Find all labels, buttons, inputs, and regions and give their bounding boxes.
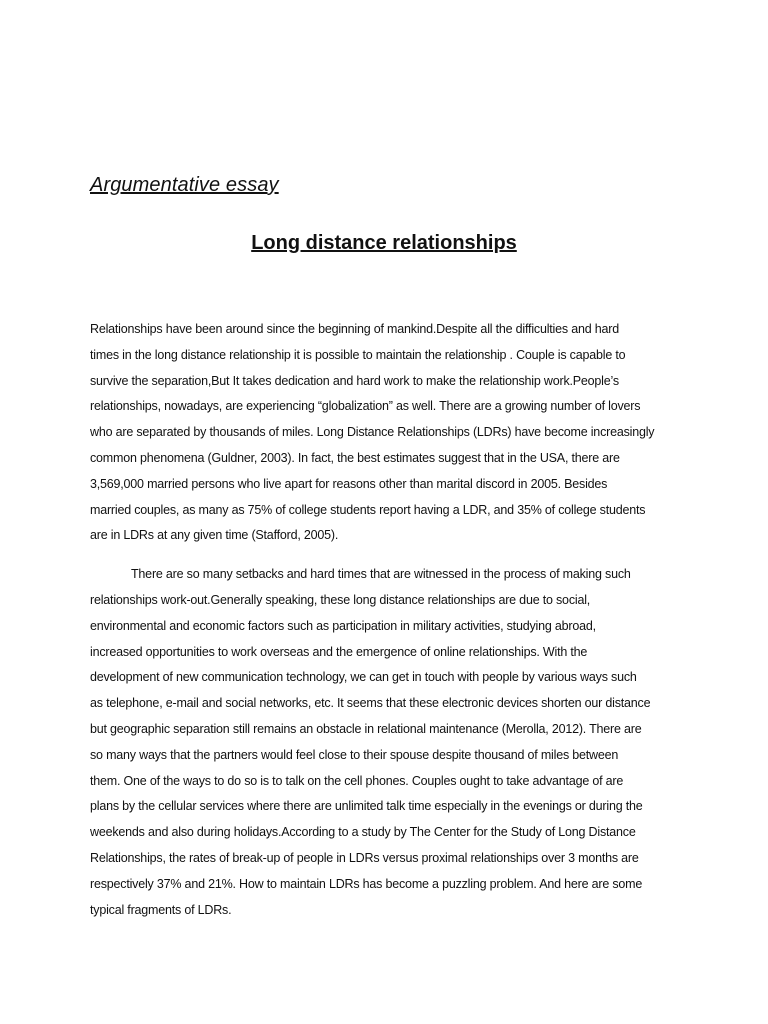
text-line: but geographic separation still remains an obstacle in relational maintenance (Merolla, 2012). There are [90, 721, 642, 736]
text-line: survive the separation,But It takes dedication and hard work to make the relationship work.People’s [90, 373, 619, 388]
text-line: development of new communication technology, we can get in touch with people by various ways such [90, 670, 637, 685]
text-line: relationships, nowadays, are experiencing “globalization” as well. There are a growing number of lovers [90, 399, 641, 414]
text-line: weekends and also during holidays.According to a study by The Center for the Study of Long Distance [90, 825, 636, 840]
text-line: increased opportunities to work overseas and the emergence of online relationships. With the [90, 644, 588, 659]
text-line: married couples, as many as 75% of college students report having a LDR, and 35% of college students [90, 502, 646, 517]
text-line: are in LDRs at any given time (Stafford, 2005). [90, 528, 339, 543]
text-line: respectively 37% and 21%. How to maintain LDRs has become a puzzling problem. And here are some [90, 876, 643, 891]
text-line: environmental and economic factors such as participation in military activities, studying abroad, [90, 618, 596, 633]
text-line: typical fragments of LDRs. [90, 902, 232, 917]
text-line: 3,569,000 married persons who live apart for reasons other than marital discord in 2005. Besides [90, 476, 608, 491]
paragraph-1 [90, 317, 690, 549]
text-line: There are so many setbacks and hard times that are witnessed in the process of making such [131, 567, 631, 582]
text-line: so many ways that the partners would feel close to their spouse despite thousand of miles between [90, 747, 619, 762]
text-line: as telephone, e-mail and social networks, etc. It seems that these electronic devices shorten our distance [90, 696, 651, 711]
text-line: Relationships have been around since the beginning of mankind.Despite all the difficulties and hard [90, 322, 619, 336]
text-line: them. One of the ways to do so is to talk on the cell phones. Couples ought to take advantage of are [90, 773, 624, 788]
essay-subtitle: Argumentative essay [90, 174, 279, 196]
text-line: plans by the cellular services where there are unlimited talk time especially in the evenings or during the [90, 799, 643, 814]
text-line: Relationships, the rates of break-up of people in LDRs versus proximal relationships over 3 months are [90, 850, 639, 865]
essay-body [90, 317, 690, 923]
text-line: common phenomena (Guldner, 2003). In fact, the best estimates suggest that in the USA, there are [90, 450, 620, 465]
essay-title: Long distance relationships [251, 232, 517, 254]
paragraph-2 [90, 562, 690, 923]
text-line: times in the long distance relationship it is possible to maintain the relationship . Couple is capable to [90, 347, 626, 362]
text-line: relationships work-out.Generally speaking, these long distance relationships are due to social, [90, 592, 591, 607]
text-line: who are separated by thousands of miles. Long Distance Relationships (LDRs) have become increasingly [90, 425, 655, 440]
